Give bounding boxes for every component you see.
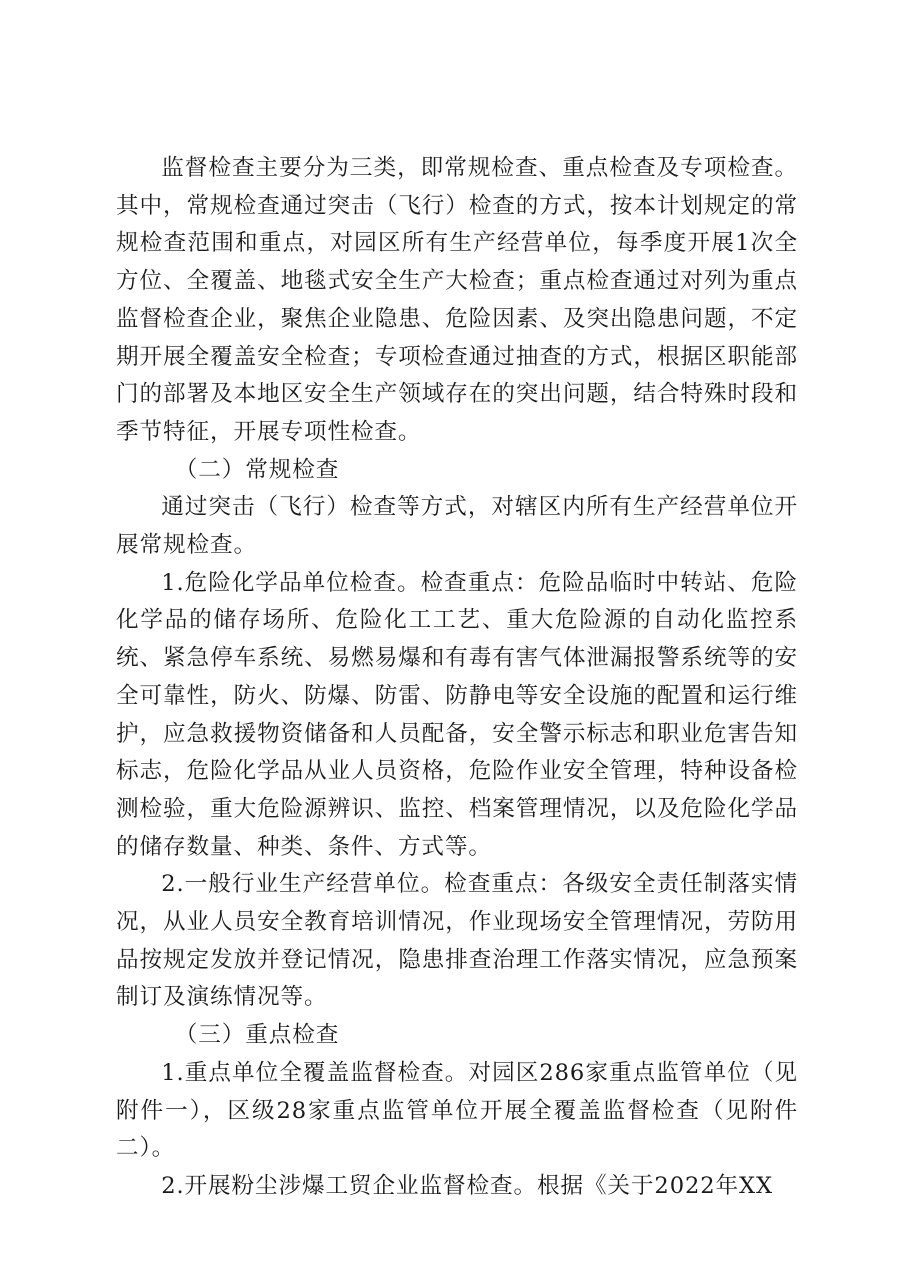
- section-heading-key-inspection: （三）重点检查: [174, 1022, 340, 1049]
- paragraph-routine-inspection: 通过突击（飞行）检查等方式，对辖区内所有生产经营单位开展常规检查。: [116, 494, 798, 559]
- paragraph-hazardous-chemicals: 1.危险化学品单位检查。检查重点：危险品临时中转站、危险化学品的储存场所、危险化工工艺、重大危险源的自动化监控系统、紧急停车系统、易燃易爆和有毒有害气体泄漏报警系统等的安全可靠性，防火、防爆、防雷、防静电等安全设施的配置和运行维护，应急救援物资储备和人员配备，安全警示标志和职业危害告知标志，危险化学品从业人员资格，危险作业安全管理，特种设备检测检验，重大危险源辨识、监控、档案管理情况，以及危险化学品的储存数量、种类、条件、方式等。: [116, 569, 798, 860]
- document-body: [116, 150, 798, 1206]
- paragraph-key-units: 1.重点单位全覆盖监督检查。对园区286家重点监管单位（见附件一），区级28家重点监管单位开展全覆盖监督检查（见附件二）。: [116, 1059, 798, 1162]
- paragraph-inspection-types: 监督检查主要分为三类，即常规检查、重点检查及专项检查。其中，常规检查通过突击（飞行）检查的方式，按本计划规定的常规检查范围和重点，对园区所有生产经营单位，每季度开展1次全方位、全覆盖、地毯式安全生产大检查；重点检查通过对列为重点监督检查企业，聚焦企业隐患、危险因素、及突出隐患问题，不定期开展全覆盖安全检查；专项检查通过抽查的方式，根据区职能部门的部署及本地区安全生产领域存在的突出问题，结合特殊时段和季节特征，开展专项性检查。: [116, 155, 798, 445]
- paragraph-dust-explosion: 2.开展粉尘涉爆工贸企业监督检查。根据《关于2022年XX: [161, 1172, 773, 1199]
- section-heading-routine-inspection: （二）常规检查: [174, 456, 340, 483]
- paragraph-general-industry: 2.一般行业生产经营单位。检查重点：各级安全责任制落实情况，从业人员安全教育培训情况，作业现场安全管理情况，劳防用品按规定发放并登记情况，隐患排查治理工作落实情况，应急预案制订及演练情况等。: [116, 871, 798, 1011]
